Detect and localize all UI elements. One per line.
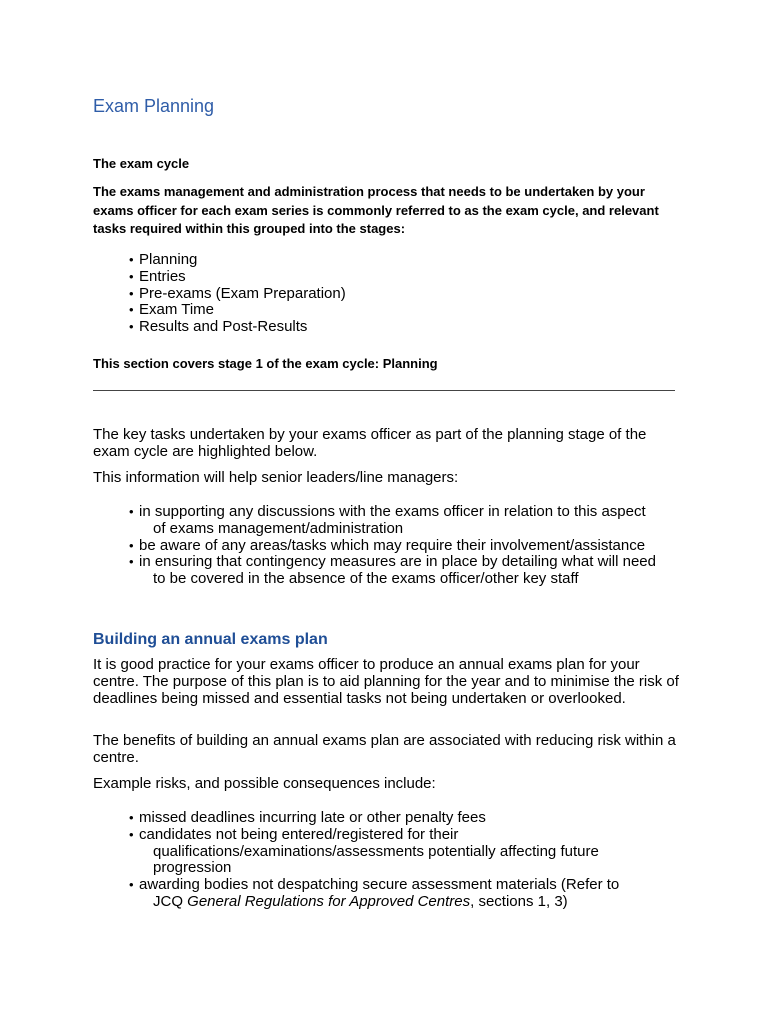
- list-item-text: be aware of any areas/tasks which may require their involvement/assistance: [139, 536, 646, 554]
- list-item-continuation: progression: [153, 859, 232, 877]
- risks-list: [129, 810, 619, 911]
- help-list: [129, 504, 656, 588]
- list-item-text: awarding bodies not despatching secure assessment materials (Refer to: [139, 876, 620, 894]
- list-item: [129, 554, 656, 588]
- list-item: • Results and Post-Results: [129, 319, 346, 336]
- page-title: Exam Planning: [93, 96, 215, 116]
- list-item: [129, 827, 619, 877]
- list-item: • Planning: [129, 252, 346, 269]
- plan-paragraph: It is good practice for your exams officer to produce an annual exams plan for your centre. The purpose of this plan is to aid planning for the year and to minimise the risk of deadlines being missed and essential tasks not being undertaken or overlooked.: [93, 656, 679, 707]
- list-item-continuation: qualifications/examinations/assessments potentially affecting future: [153, 842, 599, 860]
- list-item-text: in ensuring that contingency measures are in place by detailing what will need: [139, 553, 656, 571]
- list-item: • Pre-exams (Exam Preparation): [129, 286, 346, 303]
- list-item: [129, 877, 619, 911]
- list-item: [129, 538, 656, 555]
- regulations-title: General Regulations for Approved Centres: [187, 892, 471, 910]
- list-item: [129, 810, 619, 827]
- list-item-continuation: of exams management/administration: [153, 519, 404, 537]
- section-heading: Building an annual exams plan: [93, 631, 328, 648]
- list-item-continuation: to be covered in the absence of the exams officer/other key staff: [153, 570, 579, 588]
- list-item-text: candidates not being entered/registered for their: [139, 825, 459, 843]
- list-item: [129, 504, 656, 538]
- section-scope-note: This section covers stage 1 of the exam cycle: Planning: [93, 356, 438, 371]
- help-intro-paragraph: This information will help senior leaders/line managers:: [93, 469, 459, 486]
- intro-paragraph: The exams management and administration process that needs to be undertaken by your exams officer for each exam series is commonly referred to as the exam cycle, and relevant tasks required within this grouped into the stages:: [93, 184, 659, 236]
- list-item: • Exam Time: [129, 302, 346, 319]
- stages-list: [129, 252, 346, 336]
- risks-intro-paragraph: Example risks, and possible consequences include:: [93, 775, 436, 792]
- sections-reference: , sections 1, 3): [470, 892, 568, 910]
- benefits-paragraph: The benefits of building an annual exams plan are associated with reducing risk within a centre.: [93, 732, 676, 766]
- jcq-prefix: JCQ: [153, 892, 188, 910]
- list-item-text: in supporting any discussions with the exams officer in relation to this aspect: [139, 503, 646, 520]
- list-item-text: missed deadlines incurring late or other penalty fees: [139, 809, 486, 826]
- divider: [93, 390, 675, 391]
- key-tasks-paragraph: The key tasks undertaken by your exams officer as part of the planning stage of the exam cycle are highlighted below.: [93, 426, 647, 460]
- exam-cycle-subtitle: The exam cycle: [93, 156, 190, 171]
- list-item: • Entries: [129, 269, 346, 286]
- list-item-continuation: [139, 894, 619, 911]
